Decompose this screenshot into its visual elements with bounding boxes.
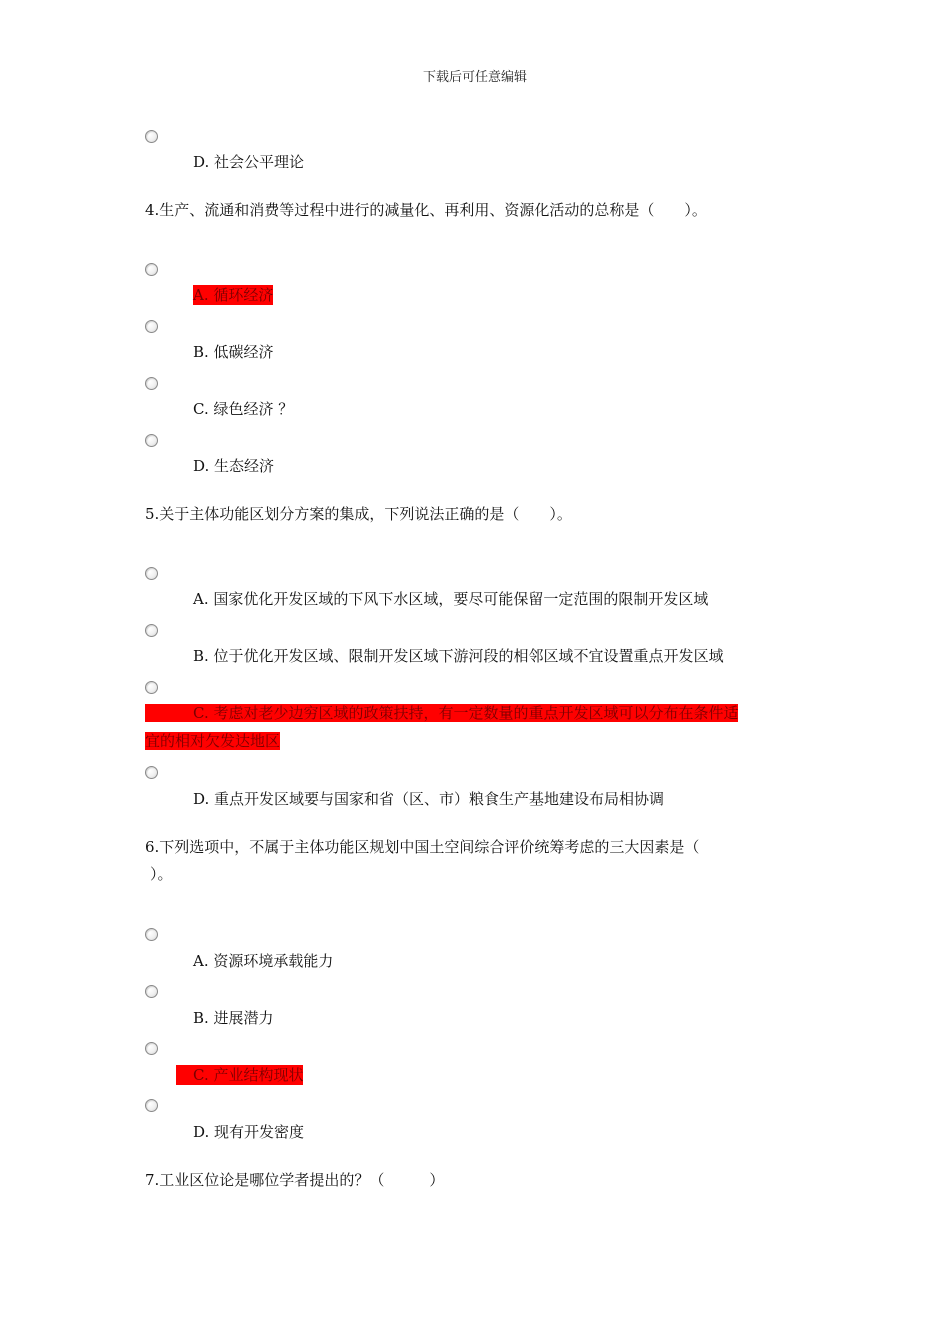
- radio-q6-c[interactable]: [145, 1042, 158, 1055]
- q5-option-c-highlighted: [145, 699, 805, 755]
- question-6-line2: ）。: [150, 865, 173, 883]
- q4-option-d: D. 生态经济: [193, 457, 275, 475]
- q5-option-d: D. 重点开发区域要与国家和省（区、市）粮食生产基地建设布局相协调: [193, 790, 665, 808]
- q5-option-c-line2: 宜的相对欠发达地区: [145, 732, 281, 750]
- q5-option-c-line1: C. 考虑对老少边穷区域的政策扶持，有一定数量的重点开发区域可以分布在条件适: [145, 704, 738, 722]
- question-7: 7.工业区位论是哪位学者提出的？（ ）: [145, 1171, 445, 1189]
- radio-q6-d[interactable]: [145, 1099, 158, 1112]
- radio-q4-a[interactable]: [145, 263, 158, 276]
- q6-option-d: D. 现有开发密度: [193, 1123, 305, 1141]
- q4-option-c: C. 绿色经济 ？: [193, 400, 294, 418]
- page-header: 下载后可任意编辑: [422, 70, 527, 85]
- q6-option-b: B. 进展潜力: [193, 1009, 274, 1027]
- radio-q5-a[interactable]: [145, 567, 158, 580]
- radio-q5-b[interactable]: [145, 624, 158, 637]
- radio-q3-d[interactable]: [145, 130, 158, 143]
- question-5: 5.关于主体功能区划分方案的集成，下列说法正确的是（ ）。: [145, 505, 572, 523]
- q4-option-a-highlighted: A. 循环经济: [193, 286, 274, 304]
- radio-q4-b[interactable]: [145, 320, 158, 333]
- radio-q5-c[interactable]: [145, 681, 158, 694]
- q6-option-c-highlighted: C. 产业结构现状: [176, 1065, 303, 1085]
- radio-q4-c[interactable]: [145, 377, 158, 390]
- question-4: 4.生产、流通和消费等过程中进行的减量化、再利用、资源化活动的总称是（ ）。: [145, 201, 707, 219]
- q5-option-a: A. 国家优化开发区域的下风下水区域，要尽可能保留一定范围的限制开发区域: [193, 590, 709, 608]
- q5-option-b: B. 位于优化开发区域、限制开发区域下游河段的相邻区域不宜设置重点开发区域: [193, 647, 724, 665]
- radio-q6-b[interactable]: [145, 985, 158, 998]
- q4-option-b: B. 低碳经济: [193, 343, 274, 361]
- radio-q5-d[interactable]: [145, 766, 158, 779]
- question-6-line1: 6.下列选项中，不属于主体功能区规划中国土空间综合评价统筹考虑的三大因素是（: [145, 838, 700, 856]
- radio-q4-d[interactable]: [145, 434, 158, 447]
- q6-option-a: A. 资源环境承载能力: [193, 952, 334, 970]
- radio-q6-a[interactable]: [145, 928, 158, 941]
- q3-option-d: D. 社会公平理论: [193, 153, 305, 171]
